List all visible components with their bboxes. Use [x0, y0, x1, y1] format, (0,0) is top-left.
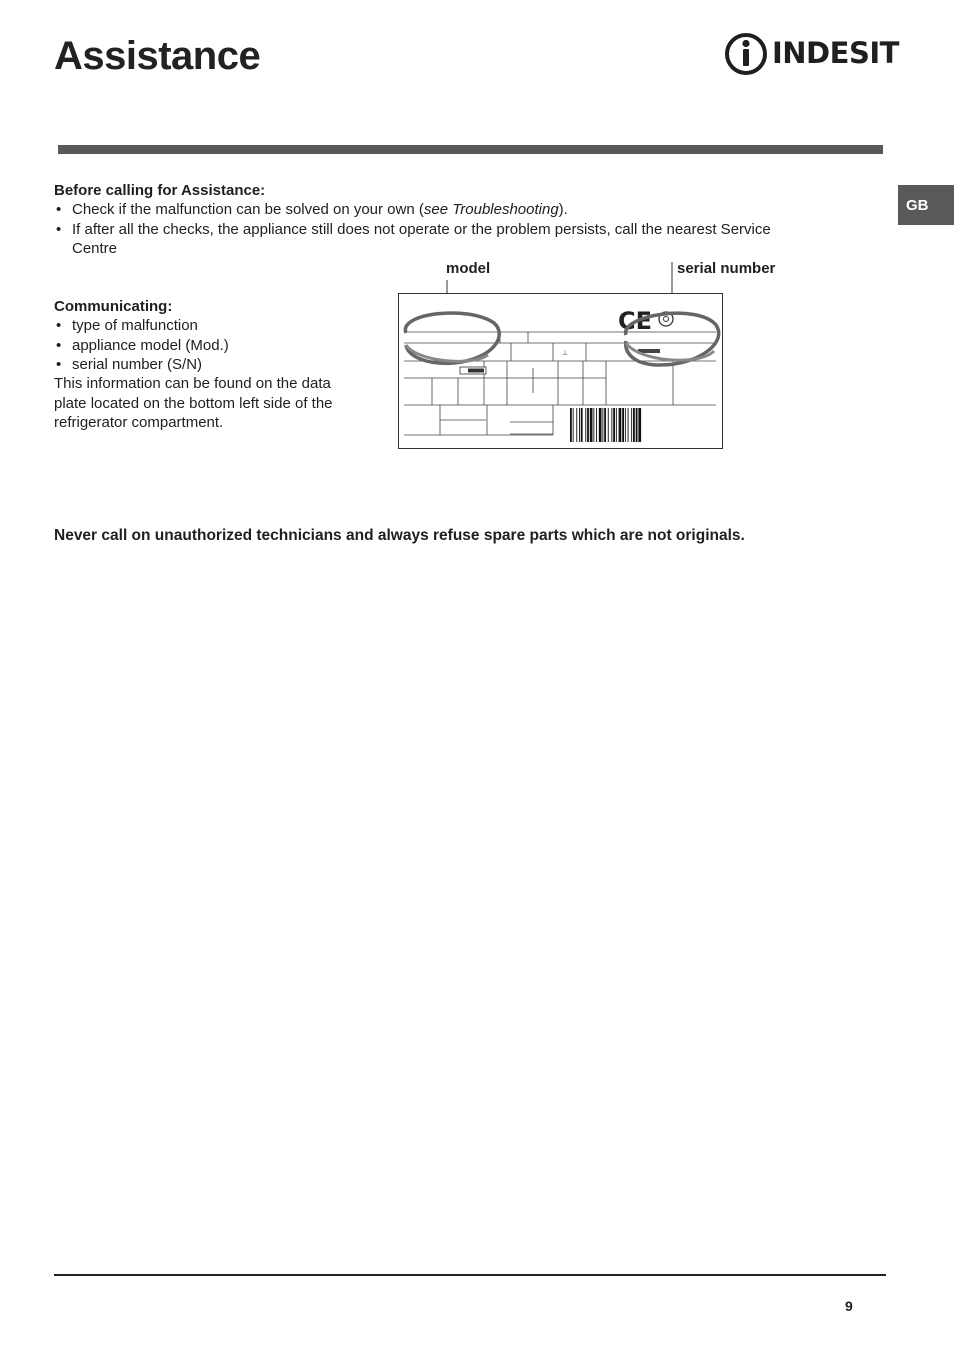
list-item: • appliance model (Mod.): [54, 336, 374, 356]
page-title: Assistance: [54, 34, 261, 78]
model-label: model: [446, 260, 491, 277]
language-tab: GB: [898, 185, 954, 225]
list-item: • Check if the malfunction can be solved on your own (see Troubleshooting).: [54, 200, 834, 220]
brand-wordmark: INDESIT: [772, 36, 899, 70]
data-plate-info: This information can be found on the data plate located on the bottom left side of the refrigerator compartment.: [54, 375, 333, 431]
troubleshooting-reference: see Troubleshooting: [423, 201, 559, 218]
data-plate-illustration: [398, 293, 723, 449]
list-item: • If after all the checks, the appliance still does not operate or the problem persists, call the nearest Service Centre: [54, 220, 834, 259]
serial-number-label: serial number: [677, 260, 776, 277]
warning-text: Never call on unauthorized technicians and always refuse spare parts which are not originals.: [54, 527, 745, 544]
list-item: • serial number (S/N): [54, 355, 374, 375]
list-item: • type of malfunction: [54, 316, 374, 336]
footer-rule: [54, 1274, 886, 1276]
ce-mark: CE: [618, 307, 653, 335]
communicating-heading: Communicating:: [54, 298, 173, 315]
page-number: 9: [845, 1298, 853, 1314]
before-calling-heading: Before calling for Assistance:: [54, 182, 266, 199]
svg-text:⊥: ⊥: [562, 349, 569, 357]
